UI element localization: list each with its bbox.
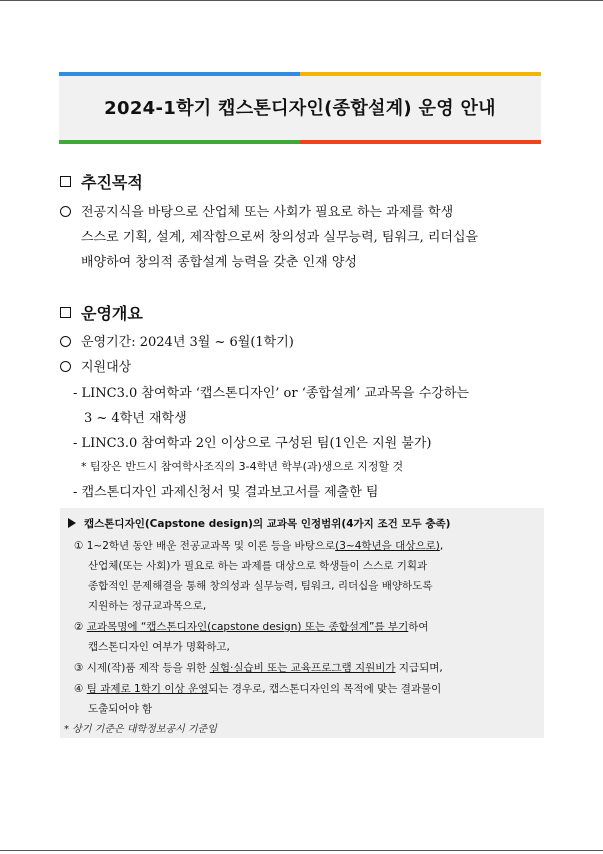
target-item: - LINC3.0 참여학과 ‘캡스톤디자인’ or ‘종합설계’ 교과목을 수강하는: [73, 386, 469, 401]
purpose-line-3: 배양하여 창의적 종합설계 능력을 갖춘 인재 양성: [81, 255, 357, 270]
circle-bullet-icon: [60, 361, 71, 372]
page-title: 2024-1학기 캡스톤디자인(종합설계) 운영 안내: [104, 98, 496, 119]
target-label: 지원대상: [60, 356, 131, 375]
criteria-item-1-line-2: 산업체(또는 사회)가 필요로 하는 과제를 대상으로 학생들이 스스로 기획과: [88, 560, 428, 572]
section-heading-purpose: 추진목적: [60, 170, 143, 193]
page-bottom-border: [0, 850, 603, 851]
criteria-note-box: [60, 508, 544, 738]
criteria-item-4: ④ 팀 과제로 1학기 이상 운영되는 경우로, 캡스톤디자인의 목적에 맞는 결과물이: [74, 683, 442, 695]
square-bullet-icon: [60, 176, 71, 187]
criteria-item-1-line-4: 지원하는 정규교과목으로,: [88, 600, 207, 612]
team-leader-note: * 팀장은 반드시 참여학사조직의 3-4학년 학부(과)생으로 지정할 것: [81, 460, 404, 473]
criteria-item-1: ① 1~2학년 동안 배운 전공교과목 및 이론 등을 바탕으로(3~4학년을 대상으로),: [74, 540, 444, 552]
target-item: - LINC3.0 참여학과 2인 이상으로 구성된 팀(1인은 지원 불가): [73, 436, 432, 451]
criteria-item-1-line-3: 종합적인 문제해결을 통해 창의성과 실무능력, 팀워크, 리더십을 배양하도록: [88, 580, 433, 592]
title-top-color-bar: [59, 72, 541, 76]
triangle-bullet-icon: [68, 518, 76, 528]
circle-bullet-icon: [60, 206, 71, 217]
square-bullet-icon: [60, 307, 71, 318]
target-item: 3 ~ 4학년 재학생: [84, 411, 187, 426]
criteria-item-4-line-2: 도출되어야 함: [88, 703, 153, 715]
section-heading-overview: 운영개요: [60, 301, 143, 324]
title-bottom-color-bar: [59, 140, 541, 144]
circle-bullet-icon: [60, 336, 71, 347]
target-item: - 캡스톤디자인 과제신청서 및 결과보고서를 제출한 팀: [73, 485, 379, 500]
criteria-heading: 캡스톤디자인(Capstone design)의 교과목 인정범위(4가지 조건 모두 충족): [68, 516, 450, 531]
title-banner: [59, 72, 541, 144]
page-top-border: [0, 0, 603, 1]
operation-period: 운영기간: 2024년 3월 ~ 6월(1학기): [60, 331, 294, 350]
criteria-item-2: ② 교과목명에 “캡스톤디자인(capstone design) 또는 종합설계”를 부기하여: [74, 621, 429, 633]
purpose-line-2: 스스로 기획, 설계, 제작함으로써 창의성과 실무능력, 팀워크, 리더십을: [81, 230, 479, 245]
criteria-footnote: * 상기 기준은 대학정보공시 기준임: [64, 724, 217, 735]
criteria-item-2-line-2: 캡스톤디자인 여부가 명확하고,: [88, 641, 230, 653]
criteria-item-3: ③ 시제(작)품 제작 등을 위한 실험·실습비 또는 교육프로그램 지원비가 지급되며,: [74, 662, 443, 674]
purpose-line-1: 전공지식을 바탕으로 산업체 또는 사회가 필요로 하는 과제를 학생: [60, 201, 453, 220]
